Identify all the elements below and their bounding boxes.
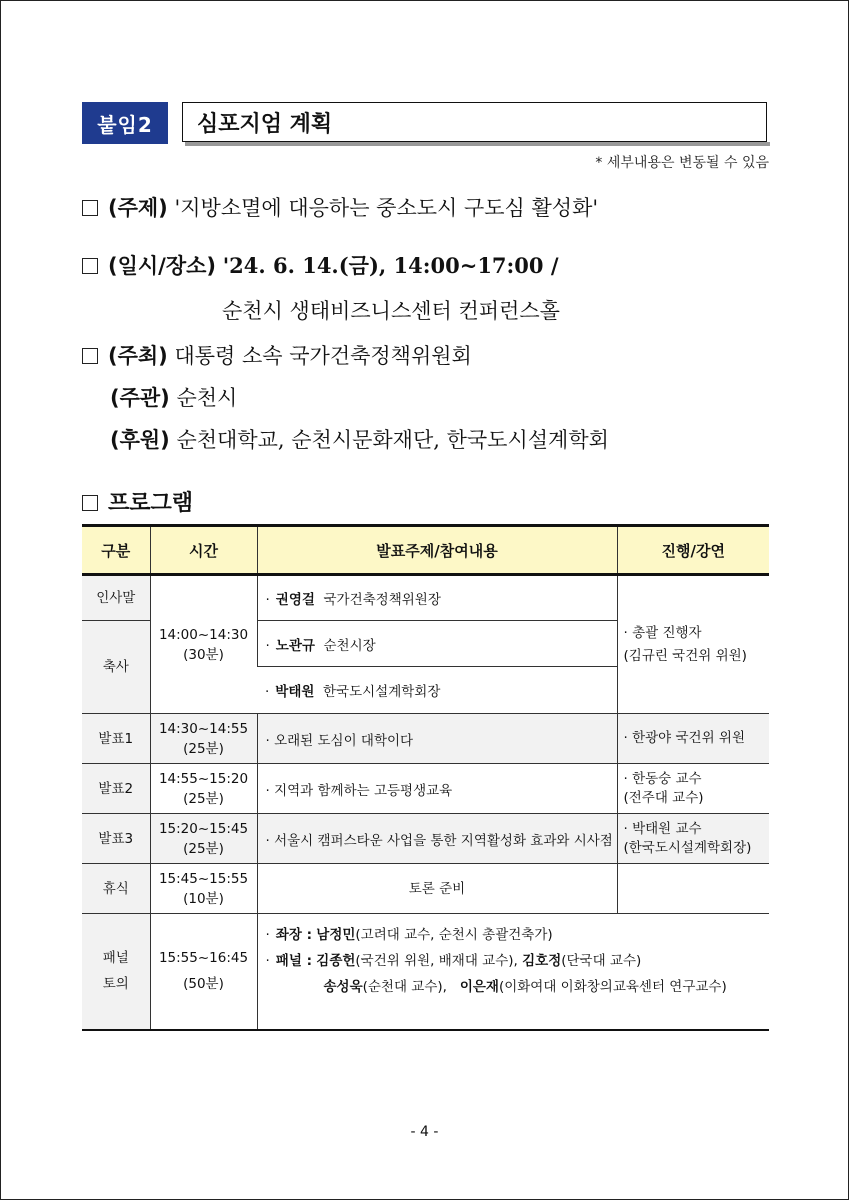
topic-cell: · 박태원 한국도시설계학회장 <box>257 667 617 714</box>
category-cell: 휴식 <box>82 864 150 914</box>
duration: (50분) <box>183 976 224 993</box>
title-box-shadow <box>185 142 770 146</box>
panelist-name: 송성욱 <box>323 979 363 995</box>
panel-cat-line: 패널 <box>102 950 129 967</box>
host-line: · 총괄 진행자 <box>623 624 702 641</box>
checkbox-square-icon <box>82 200 98 216</box>
host-label: (주최) <box>108 344 168 368</box>
time-range: 14:00~14:30 <box>158 626 249 643</box>
datetime-label: (일시/장소) <box>108 254 217 278</box>
chair-detail: (고려대 교수, 순천시 총괄건축가) <box>355 927 553 943</box>
duration: (10분) <box>183 890 224 907</box>
chair-label: 좌장 : <box>275 927 312 943</box>
change-notice: * 세부내용은 변동될 수 있음 <box>595 155 769 171</box>
datetime-text: '24. 6. 14.(금), 14:00~17:00 / <box>222 253 559 278</box>
table-row <box>82 764 769 814</box>
panelist-name: 김호정 <box>522 953 562 969</box>
theme-label: (주제) <box>108 196 168 220</box>
theme-item <box>82 192 598 222</box>
program-table <box>82 524 769 1031</box>
panelist-name: 김종헌 <box>316 953 356 969</box>
lecturer-cell <box>617 814 769 864</box>
time-cell <box>150 914 257 1030</box>
table-row <box>82 864 769 914</box>
venue-text: 순천시 생태비즈니스센터 컨퍼런스홀 <box>222 299 560 323</box>
host-name: (김규린 국건위 위원) <box>623 647 747 664</box>
table-header-row <box>82 526 769 575</box>
speaker-name: 박태원 <box>275 684 315 700</box>
topic-cell: · 노관규 순천시장 <box>257 621 617 667</box>
time-cell <box>150 764 257 814</box>
sponsor-item <box>110 424 609 454</box>
time-range: 15:45~15:55 <box>158 870 249 887</box>
lecturer-cell <box>617 714 769 764</box>
time-range: 15:20~15:45 <box>158 820 249 837</box>
chair-name: 남정민 <box>316 927 356 943</box>
panelist-detail: (순천대 교수), <box>362 979 447 995</box>
col-header-speaker: 진행/강연 <box>617 526 769 575</box>
time-cell <box>150 814 257 864</box>
panelist-detail: (국건위 위원, 배재대 교수), <box>355 953 518 969</box>
panel-line: · 패널 : 김종헌(국건위 위원, 배재대 교수), 김호정(단국대 교수) <box>265 953 642 969</box>
category-cell: 축사 <box>82 621 150 714</box>
checkbox-square-icon <box>82 258 98 274</box>
lecturer-name: · 박태원 교수 <box>623 820 702 837</box>
checkbox-square-icon <box>82 348 98 364</box>
category-cell <box>82 914 150 1030</box>
host-cell <box>617 575 769 714</box>
attachment-badge: 붙임2 <box>82 102 168 144</box>
col-header-category: 구분 <box>82 526 150 575</box>
duration: (25분) <box>183 790 224 807</box>
page-number: - 4 - <box>410 1124 439 1140</box>
program-heading <box>82 486 193 517</box>
host-item <box>82 340 472 370</box>
table-row <box>82 714 769 764</box>
category-cell: 발표3 <box>82 814 150 864</box>
panel-line <box>266 974 770 1000</box>
table-row <box>82 914 769 1030</box>
organizer-label: (주관) <box>110 386 170 410</box>
col-header-topic: 발표주제/참여내용 <box>257 526 617 575</box>
speaker-name: 권영걸 <box>275 592 315 608</box>
table-row <box>82 575 769 621</box>
host-text: 대통령 소속 국가건축정책위원회 <box>174 344 472 368</box>
panel-cat-line: 토의 <box>102 976 129 993</box>
lecturer-name: · 한동숭 교수 <box>623 770 702 787</box>
chair-line: · 좌장 : 남정민(고려대 교수, 순천시 총괄건축가) <box>265 927 553 943</box>
speaker-role: 국가건축정책위원장 <box>323 592 441 608</box>
time-cell <box>150 575 257 714</box>
panelist-detail: (단국대 교수) <box>561 953 642 969</box>
organizer-item <box>110 382 237 412</box>
speaker-name: 노관규 <box>275 637 315 654</box>
time-range: 14:55~15:20 <box>158 770 249 787</box>
datetime-item <box>82 250 559 280</box>
program-title: 프로그램 <box>108 491 194 516</box>
lecturer-affiliation: (전주대 교수) <box>623 789 704 806</box>
duration: (25분) <box>183 840 224 857</box>
speaker-role: 한국도시설계학회장 <box>323 684 441 700</box>
lecturer-name: · 한광야 국건위 위원 <box>623 730 745 746</box>
topic-cell: 토론 준비 <box>257 864 617 914</box>
category-cell: 인사말 <box>82 575 150 621</box>
lecturer-affiliation: (한국도시설계학회장) <box>623 839 752 856</box>
organizer-text: 순천시 <box>176 386 238 410</box>
topic-cell: · 서울시 캠퍼스타운 사업을 통한 지역활성화 효과와 시사점 <box>257 814 617 864</box>
checkbox-square-icon <box>82 495 98 511</box>
sponsor-text: 순천대학교, 순천시문화재단, 한국도시설계학회 <box>176 428 609 452</box>
panelist-name: 이은재 <box>459 979 499 995</box>
table-row <box>82 814 769 864</box>
speaker-role: 순천시장 <box>323 637 376 654</box>
topic-cell: · 지역과 함께하는 고등평생교육 <box>257 764 617 814</box>
category-cell: 발표1 <box>82 714 150 764</box>
duration: (25분) <box>183 740 224 757</box>
time-range: 15:55~16:45 <box>158 950 249 967</box>
category-cell: 발표2 <box>82 764 150 814</box>
topic-cell: · 오래된 도심이 대학이다 <box>257 714 617 764</box>
col-header-time: 시간 <box>150 526 257 575</box>
duration: (30분) <box>183 646 224 663</box>
time-cell <box>150 864 257 914</box>
panel-cell <box>257 914 769 1030</box>
lecturer-cell <box>617 864 769 914</box>
sponsor-label: (후원) <box>110 428 170 452</box>
time-range: 14:30~14:55 <box>158 720 249 737</box>
panel-label: 패널 : <box>275 953 312 969</box>
topic-cell: · 권영걸 국가건축정책위원장 <box>257 575 617 621</box>
lecturer-cell <box>617 764 769 814</box>
time-cell <box>150 714 257 764</box>
panelist-detail: (이화여대 이화창의교육센터 연구교수) <box>498 979 727 995</box>
document-title: 심포지엄 계획 <box>182 102 767 142</box>
theme-text: '지방소멸에 대응하는 중소도시 구도심 활성화' <box>174 196 599 220</box>
